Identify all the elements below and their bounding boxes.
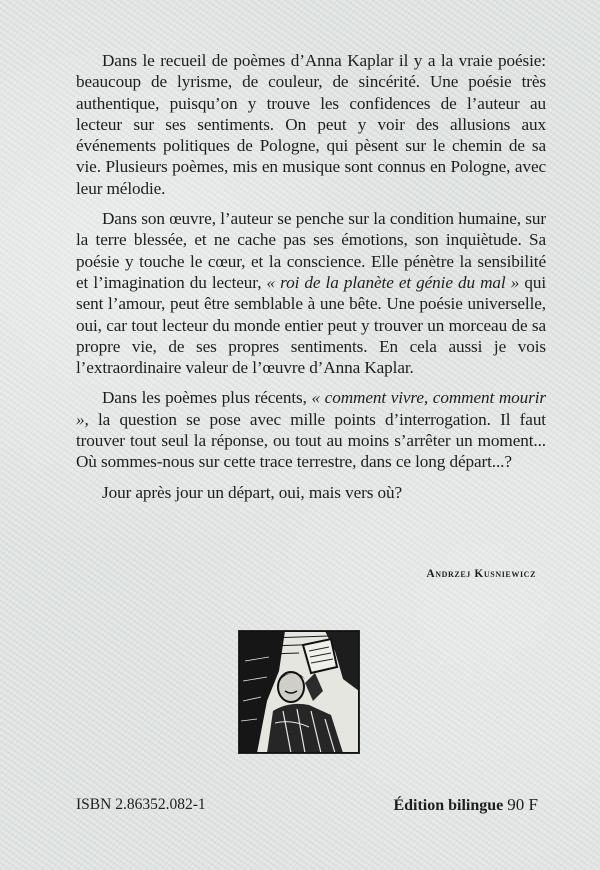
edition-label: Édition bilingue bbox=[393, 797, 504, 814]
paragraph-2-text-b: qui sent l’amour, peut être semblable à une bête. Une poésie universelle, oui, car tout lecteur du monde entier peut y trouver un morceau de sa propre vie, de ses propres sentiments. En cela aussi je vois l’extraordinaire valeur de l’œuvre d’Anna Kaplar. bbox=[76, 272, 547, 378]
edition-price bbox=[393, 795, 538, 815]
engraving-figure-holding-book-icon bbox=[238, 630, 360, 754]
paragraph-4 bbox=[76, 482, 546, 503]
paragraph-1-text: Dans le recueil de poèmes d’Anna Kaplar il y a la vraie poésie: beaucoup de lyrisme, de couleur, de sincérité. Une poésie très authentique, puisqu’on y trouve les confidences de l’auteur au lecteur sur ses sentiments. On peut y voir des allusions aux événements politiques de Pologne, qui pèsent sur le chemin de sa vie. Plusieurs poèmes, mis en musique sont connus en Pologne, avec leur mélodie. bbox=[76, 51, 546, 198]
paragraph-3-quote: « comment vivre, comment mourir » bbox=[76, 388, 546, 429]
author-signature: Andrzej Kusniewicz bbox=[426, 568, 536, 580]
blurb-text bbox=[76, 50, 546, 503]
paragraph-2 bbox=[76, 208, 546, 378]
isbn-number: ISBN 2.86352.082-1 bbox=[76, 796, 206, 813]
paragraph-2-text-a: Dans son œuvre, l’auteur se penche sur la condition humaine, sur la terre blessée, et ne cache pas ses émotions, son inquiètude. Sa poésie y touche le cœur, et la conscience. Elle pénètre la sensibilité et l’imagination du lecteur, bbox=[76, 209, 546, 292]
price: 90 F bbox=[507, 795, 538, 814]
paragraph-2-quote: « roi de la planète et génie du mal » bbox=[266, 272, 520, 292]
paragraph-3 bbox=[76, 387, 546, 472]
paragraph-1 bbox=[76, 50, 546, 199]
paragraph-3-text-b: , la question se pose avec mille points d’interrogation. Il faut trouver tout seul la réponse, ou tout au moins s’arrêter un moment... Où sommes-nous sur cette trace terrestre, dans ce long départ...? bbox=[76, 409, 546, 472]
paragraph-3-text-a: Dans les poèmes plus récents, bbox=[102, 388, 312, 408]
paragraph-4-text: Jour après jour un départ, oui, mais vers où? bbox=[102, 482, 403, 502]
